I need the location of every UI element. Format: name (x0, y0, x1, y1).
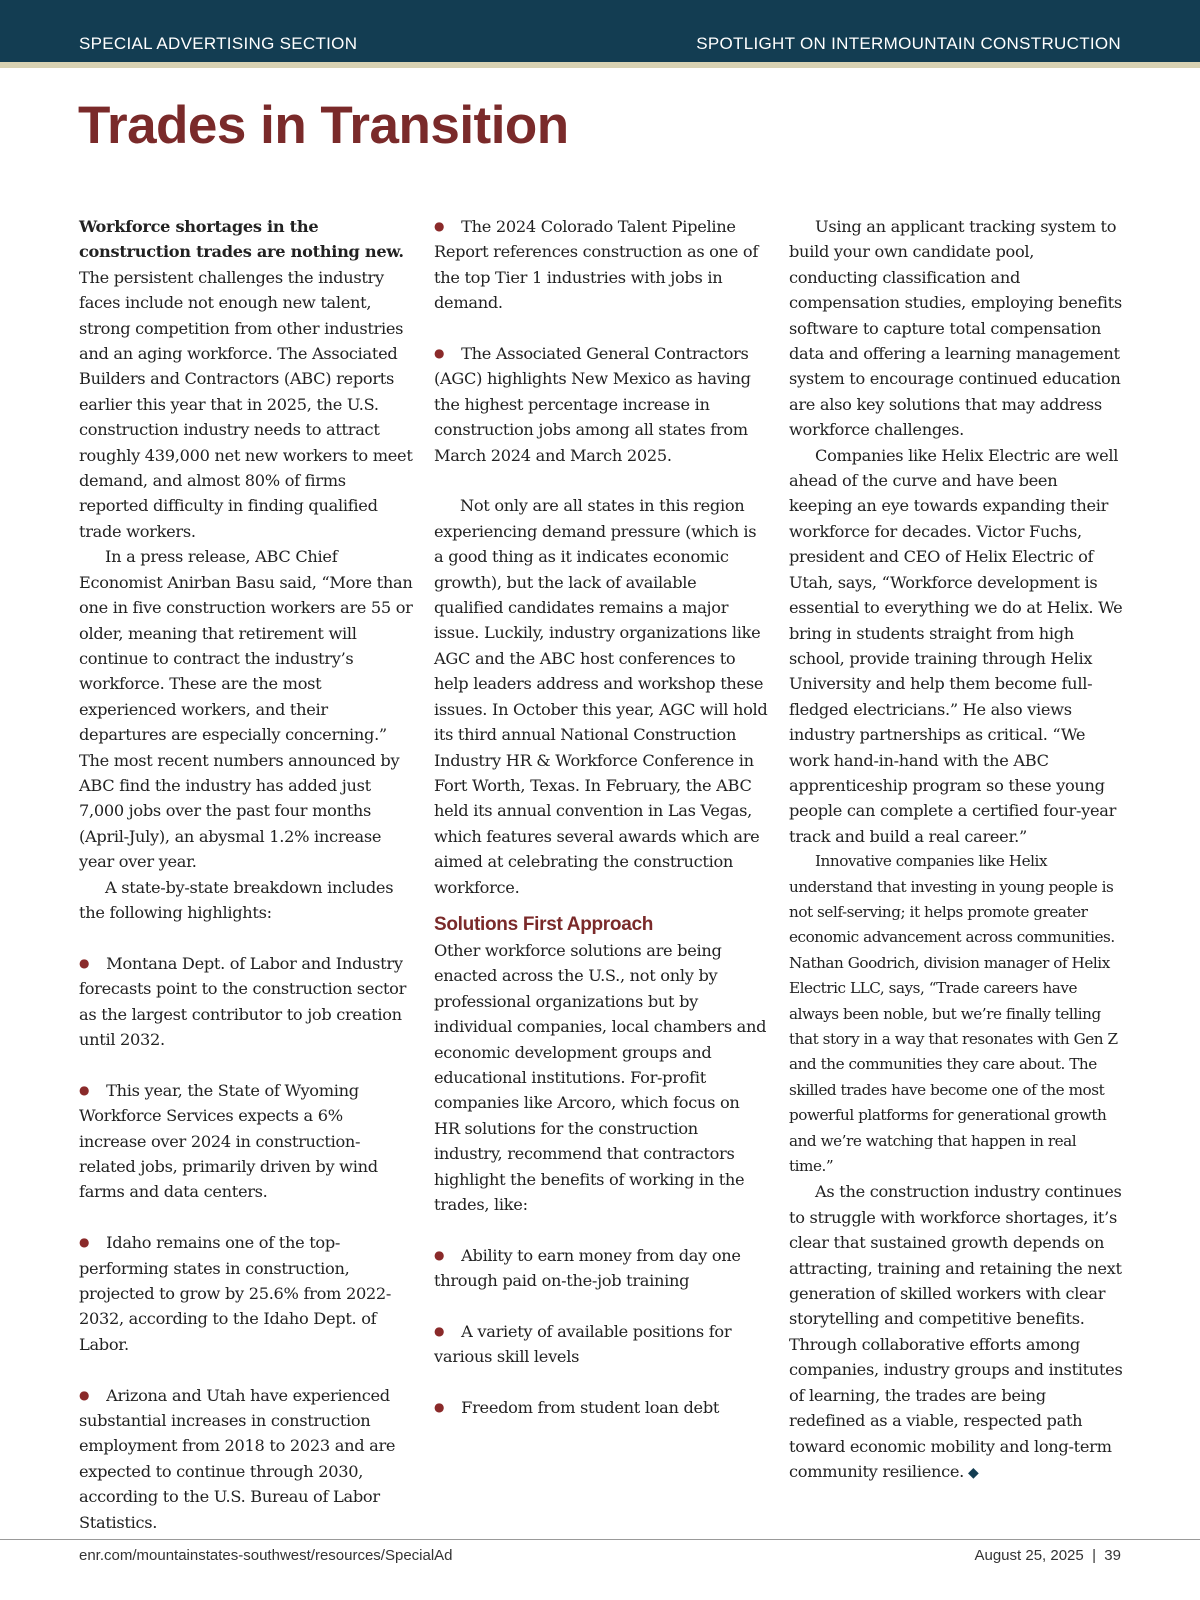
closing-paragraph (789, 1179, 1124, 1486)
footer-date-page: August 25, 2025 | 39 (974, 1547, 1121, 1564)
paragraph: Other workforce solutions are being enacted across the U.S., not only by professional organizations but by individual companies, local chambers and economic development groups and educational institutions. For-profit companies like Arcoro, which focus on HR solutions for the construction industry, recommend that contractors highlight the benefits of working in the trades, like: (434, 940, 767, 1214)
column-2 (434, 214, 769, 1421)
bullet-item: ● Idaho remains one of the top-performing states in construction, projected to grow by 25.6% from 2022-2032, according to the Idaho Dept. of Labor. (79, 1230, 414, 1357)
paragraph: Not only are all states in this region experiencing demand pressure (which is a good thing as it indicates economic growth), but the lack of available qualified candidates remains a major issue. Luckily, industry organizations like AGC and the ABC host conferences to help leaders address and workshop these issues. In October this year, AGC will hold its third annual National Construction Industry HR & Workforce Conference in Fort Worth, Texas. In February, the ABC held its annual convention in Las Vegas, which features several awards which are aimed at celebrating the construction workforce. (434, 496, 768, 897)
bullet-item: ● The Associated General Contractors (AGC) highlights New Mexico as having the highest percentage increase in construction jobs among all states from March 2024 and March 2025. (434, 341, 769, 468)
paragraph: A state-by-state breakdown includes the following highlights: (79, 877, 394, 922)
bullet-item: ● Arizona and Utah have experienced substantial increases in construction employment from 2018 to 2023 and are expected to continue through 2030, according to the U.S. Bureau of Labor Statistics. (79, 1383, 414, 1535)
closing-text: As the construction industry continues to struggle with workforce shortages, it’s clear that sustained growth depends on attracting, training and retaining the next generation of skilled workers with clear storytelling and competitive benefits. Through collaborative efforts among companies, industry groups and institutes of learning, the trades are being redefined as a viable, respected path toward economic mobility and long-term community resilience. (789, 1182, 1123, 1481)
section-heading: Solutions First Approach (434, 913, 654, 935)
spotlight-label: SPOTLIGHT ON INTERMOUNTAIN CONSTRUCTION (696, 34, 1121, 53)
bullet-item: ● Ability to earn money from day one through paid on-the-job training (434, 1243, 769, 1294)
section-label: SPECIAL ADVERTISING SECTION (79, 34, 358, 53)
column-3 (789, 214, 1124, 1486)
column-1 (79, 214, 414, 1535)
article-title: Trades in Transition (78, 96, 569, 155)
lead-bold: Workforce shortages in the construction trades are nothing new. (79, 217, 404, 262)
bullet-item: ● Freedom from student loan debt (434, 1395, 769, 1420)
footer-rule (0, 1539, 1200, 1540)
bullet-item: ● Montana Dept. of Labor and Industry forecasts point to the construction sector as the largest contributor to job creation until 2032. (79, 951, 414, 1053)
end-diamond-icon: ◆ (968, 1464, 979, 1481)
header-rule (0, 62, 1200, 68)
lead-paragraph (79, 214, 414, 544)
lead-text: The persistent challenges the industry faces include not enough new talent, strong competition from other industries and an aging workforce. The Associated Builders and Contractors (ABC) reports earlier this year that in 2025, the U.S. construction industry needs to attract roughly 439,000 net new workers to meet demand, and almost 80% of firms reported difficulty in finding qualified trade workers. (79, 267, 413, 541)
paragraph: Innovative companies like Helix understand that investing in young people is not self-serving; it helps promote greater economic advancement across communities. Nathan Goodrich, division manager of Helix Electric LLC, says, “Trade careers have always been noble, but we’re finally telling that story in a way that resonates with Gen Z and the communities they care about. The skilled trades have become one of the most powerful platforms for generational growth and we’re watching that happen in real time.” (789, 852, 1118, 1176)
footer-url: enr.com/mountainstates-southwest/resources/SpecialAd (79, 1547, 453, 1564)
bullet-item: ● The 2024 Colorado Talent Pipeline Report references construction as one of the top Tier 1 industries with jobs in demand. (434, 214, 769, 316)
paragraph: Companies like Helix Electric are well ahead of the curve and have been keeping an eye towards expanding their workforce for decades. Victor Fuchs, president and CEO of Helix Electric of Utah, says, “Workforce development is essential to everything we do at Helix. We bring in students straight from high school, provide training through Helix University and help them become full-fledged electricians.” He also views industry partnerships as critical. “We work hand-in-hand with the ABC apprenticeship program so these young people can complete a certified four-year track and build a real career.” (789, 445, 1123, 846)
paragraph: In a press release, ABC Chief Economist Anirban Basu said, “More than one in five construction workers are 55 or older, meaning that retirement will continue to contract the industry’s workforce. These are the most experienced workers, and their departures are especially concerning.” The most recent numbers announced by ABC find the industry has added just 7,000 jobs over the past four months (April-July), an abysmal 1.2% increase year over year. (79, 547, 413, 872)
bullet-item: ● A variety of available positions for various skill levels (434, 1319, 769, 1370)
bullet-item: ● This year, the State of Wyoming Workforce Services expects a 6% increase over 2024 in construction-related jobs, primarily driven by wind farms and data centers. (79, 1078, 414, 1205)
paragraph: Using an applicant tracking system to build your own candidate pool, conducting classification and compensation studies, employing benefits software to capture total compensation data and offering a learning management system to encourage continued education are also key solutions that may address workforce challenges. (789, 217, 1122, 440)
